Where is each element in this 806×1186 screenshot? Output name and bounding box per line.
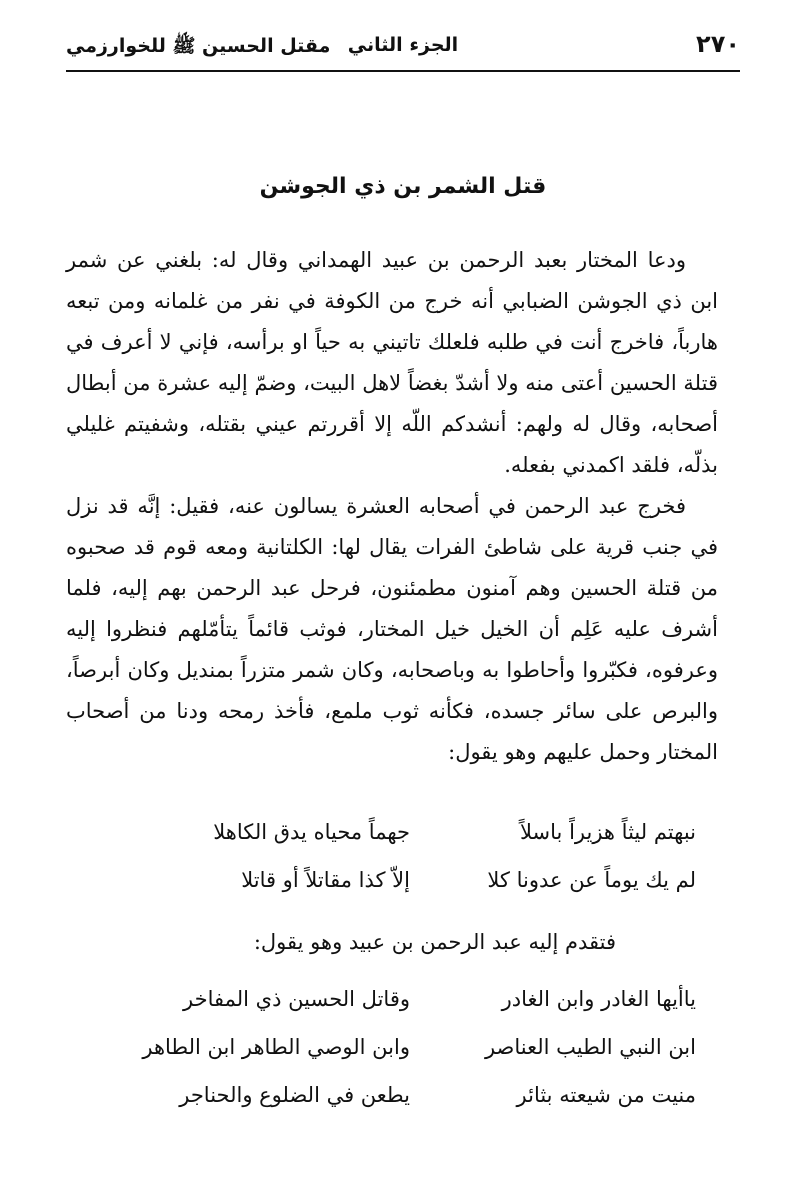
poem-intro: فتقدم إليه عبد الرحمن بن عبيد وهو يقول: [253, 930, 616, 954]
verse-first-half: ياأيها الغادر وابن الغادر [501, 987, 696, 1011]
poem-verse [110, 1071, 696, 1119]
verse-second-half: يطعن في الضلوع والحناجر [179, 1083, 410, 1107]
body-text [66, 240, 718, 773]
verse-second-half: جهماً محياه يدق الكاهلا [213, 820, 410, 844]
section-title: قتل الشمر بن ذي الجوشن [259, 174, 547, 199]
verse-first-half: نبهتم ليثاً هزيراً باسلاً [520, 820, 696, 844]
page-number: ٢٧٠ [696, 30, 740, 58]
paragraph: ودعا المختار بعبد الرحمن بن عبيد الهمداني وقال له: بلغني عن شمر ابن ذي الجوشن الضبابي أنه خرج من الكوفة في نفر من غلمانه ومن تبعه هارباً، فاخرج أنت في طلبه فلعلك تاتيني به حياً او برأسه، فإني لا أعرف في قتلة الحسين أعتى منه ولا أشدّ بغضاً لاهل البيت، وضمّ إليه عشرة من أبطال أصحابه، وقال له ولهم: أنشدكم اللّه إلا أقررتم عيني بقتله، وشفيتم غليلي بذلّه، فلقد اكمدني بفعله. [66, 248, 718, 477]
poem-verse [110, 856, 696, 904]
running-header [66, 26, 740, 72]
poem-abdulrahman [110, 975, 696, 1119]
verse-second-half: وابن الوصي الطاهر ابن الطاهر [142, 1035, 410, 1059]
poem-verse [110, 975, 696, 1023]
book-title: مقتل الحسين ﷺ للخوارزمي [66, 35, 331, 57]
poem-verse [110, 808, 696, 856]
verse-second-half: إلاّ كذا مقاتلاً أو قاتلا [241, 868, 410, 892]
verse-first-half: لم يك يوماً عن عدونا كلا [487, 868, 696, 892]
poem-verse [110, 1023, 696, 1071]
verse-first-half: ابن النبي الطيب العناصر [484, 1035, 696, 1059]
poem-shimr [110, 808, 696, 904]
part-label: الجزء الثاني [347, 34, 459, 56]
paragraph: فخرج عبد الرحمن في أصحابه العشرة يسالون عنه، فقيل: إنَّه قد نزل في جنب قرية على شاطئ الفرات يقال لها: الكلتانية ومعه قوم قد صحبوه من قتلة الحسين وهم آمنون مطمئنون، فرحل عبد الرحمن بهم إليه، فلما أشرف عليه عَلِم أن الخيل خيل المختار، فوثب قائماً يتأمّلهم فنظروا إليه وعرفوه، فكبّروا وأحاطوا به وباصحابه، وكان شمر متزراً بمنديل وكان أبرصاً، والبرص على سائر جسده، فكأنه ثوب ملمع، فأخذ رمحه ودنا من أصحاب المختار وحمل عليهم وهو يقول: [66, 494, 718, 764]
verse-second-half: وقاتل الحسين ذي المفاخر [183, 987, 410, 1011]
verse-first-half: منيت من شيعته بثائر [516, 1083, 696, 1107]
